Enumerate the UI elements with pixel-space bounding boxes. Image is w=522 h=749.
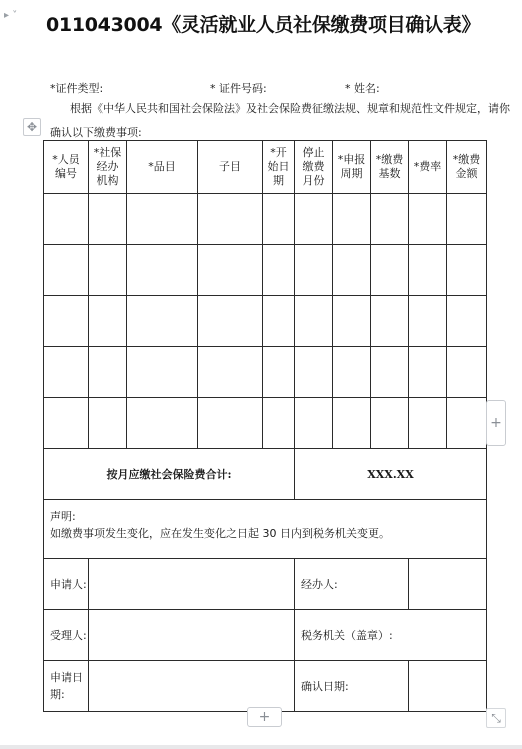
header-text: 月份 — [302, 174, 325, 187]
total-row — [44, 449, 487, 500]
header-text: 编号 — [55, 167, 77, 180]
id-number-label: * 证件号码: — [210, 82, 267, 95]
header-text: *开 — [270, 146, 287, 159]
tax-office-label: 税务机关（盖章）: — [295, 610, 487, 661]
statement-cell — [44, 500, 487, 559]
applicant-value[interactable] — [89, 559, 295, 610]
header-text: 经办 — [96, 160, 119, 173]
header-text: *申报 — [337, 153, 366, 166]
statement-row — [44, 500, 487, 559]
header-text: 周期 — [340, 167, 363, 180]
applicant-row — [44, 559, 487, 610]
header-cell — [333, 141, 371, 194]
document-title: 011043004《灵活就业人员社保缴费项目确认表》 — [46, 14, 481, 36]
table-row[interactable] — [44, 245, 487, 296]
header-cell — [44, 141, 89, 194]
handler-value[interactable] — [409, 559, 487, 610]
header-cell — [371, 141, 409, 194]
header-cell — [295, 141, 333, 194]
table-row[interactable] — [44, 347, 487, 398]
header-cell — [409, 141, 447, 194]
header-text: 基数 — [378, 167, 401, 180]
table-row[interactable] — [44, 194, 487, 245]
header-cell — [447, 141, 487, 194]
table-header-row — [44, 141, 487, 194]
header-text: 停止 — [302, 146, 325, 159]
header-text: *人员 — [52, 153, 80, 166]
header-cell — [198, 141, 263, 194]
apply-date-label: 申请日期: — [44, 661, 89, 712]
date-row — [44, 661, 487, 712]
id-type-label: *证件类型: — [50, 82, 104, 95]
handler-label: 经办人: — [295, 559, 409, 610]
legal-basis-line-2: 确认以下缴费事项: — [50, 126, 142, 139]
total-label: 按月应缴社会保险费合计: — [44, 449, 295, 500]
header-text: 始日 — [267, 160, 290, 173]
header-text: 期 — [273, 174, 284, 187]
statement-title: 声明: — [50, 510, 76, 523]
header-cell — [127, 141, 198, 194]
legal-basis-line-1: 根据《中华人民共和国社会保险法》及社会保险费征缴法规、规章和规范性文件规定，请你 — [70, 102, 510, 115]
header-text: *品目 — [148, 160, 176, 173]
header-cell — [89, 141, 127, 194]
name-label: * 姓名: — [345, 82, 380, 95]
confirm-date-value[interactable] — [409, 661, 487, 712]
table-row[interactable] — [44, 398, 487, 449]
header-cell — [263, 141, 295, 194]
header-text: 机构 — [96, 174, 119, 187]
acceptor-row — [44, 610, 487, 661]
table-move-handle-icon[interactable]: ✥ — [23, 118, 41, 136]
confirmation-table — [43, 140, 487, 712]
header-text: *缴费 — [452, 153, 481, 166]
acceptor-value[interactable] — [89, 610, 295, 661]
bottom-scroll-bar — [0, 745, 522, 749]
acceptor-label: 受理人: — [44, 610, 89, 661]
header-text: *缴费 — [375, 153, 404, 166]
header-text: 缴费 — [302, 160, 325, 173]
header-text: *费率 — [413, 160, 442, 173]
header-text: 金额 — [455, 167, 478, 180]
resize-handle-icon[interactable]: ⤡ — [486, 708, 506, 728]
add-column-button[interactable]: + — [486, 400, 506, 446]
apply-date-value[interactable] — [89, 661, 295, 712]
add-row-button[interactable]: + — [247, 707, 282, 727]
header-text: *社保 — [93, 146, 122, 159]
header-text: 子目 — [219, 160, 241, 173]
collapse-marker-icon[interactable]: ▸ ˅ — [4, 10, 18, 21]
total-value[interactable]: XXX.XX — [295, 449, 487, 500]
applicant-label: 申请人: — [44, 559, 89, 610]
confirm-date-label: 确认日期: — [295, 661, 409, 712]
statement-text: 如缴费事项发生变化，应在发生变化之日起 30 日内到税务机关变更。 — [50, 527, 390, 540]
table-row[interactable] — [44, 296, 487, 347]
